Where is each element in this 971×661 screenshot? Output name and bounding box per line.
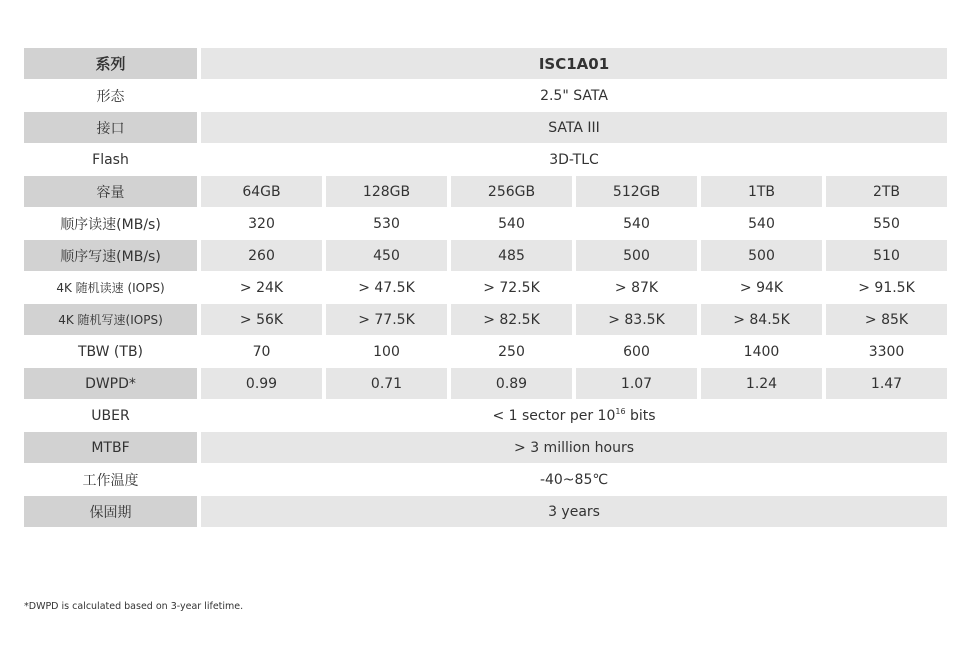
row-label: 形态 (24, 80, 197, 111)
row-flash (24, 144, 947, 175)
table-cell: 128GB (326, 176, 447, 207)
table-cell: > 72.5K (451, 272, 572, 303)
table-cell: 540 (451, 208, 572, 239)
series-value: ISC1A01 (201, 48, 947, 79)
table-cell: 1.24 (701, 368, 822, 399)
row-mtbf (24, 432, 947, 463)
row-label: UBER (24, 400, 197, 431)
table-cell: 100 (326, 336, 447, 367)
table-cell: > 94K (701, 272, 822, 303)
row-label: TBW (TB) (24, 336, 197, 367)
row-tbw (24, 336, 947, 367)
row-label: Flash (24, 144, 197, 175)
row-seq-write (24, 240, 947, 271)
form-value: 2.5" SATA (201, 80, 947, 111)
row-dwpd (24, 368, 947, 399)
table-cell: > 77.5K (326, 304, 447, 335)
row-label: 接口 (24, 112, 197, 143)
row-warranty (24, 496, 947, 527)
interface-value: SATA III (201, 112, 947, 143)
table-cell: 530 (326, 208, 447, 239)
row-label: 容量 (24, 176, 197, 207)
temp-value: -40~85℃ (201, 464, 947, 495)
table-cell: > 82.5K (451, 304, 572, 335)
table-cell: 1400 (701, 336, 822, 367)
table-cell: > 56K (201, 304, 322, 335)
footnote: *DWPD is calculated based on 3-year lifetime. (24, 601, 244, 612)
table-cell: 1.07 (576, 368, 697, 399)
table-cell: > 47.5K (326, 272, 447, 303)
row-label: 4K 随机读速 (IOPS) (24, 272, 197, 303)
row-label: 保固期 (24, 496, 197, 527)
row-label: 系列 (24, 48, 197, 79)
table-cell: 600 (576, 336, 697, 367)
table-cell: 3300 (826, 336, 947, 367)
table-cell: 0.89 (451, 368, 572, 399)
row-uber (24, 400, 947, 431)
table-cell: > 85K (826, 304, 947, 335)
table-cell: 256GB (451, 176, 572, 207)
table-cell: 2TB (826, 176, 947, 207)
row-temp (24, 464, 947, 495)
table-cell: 260 (201, 240, 322, 271)
row-label: 4K 随机写速(IOPS) (24, 304, 197, 335)
table-cell: 512GB (576, 176, 697, 207)
table-cell: 1TB (701, 176, 822, 207)
table-cell: 0.99 (201, 368, 322, 399)
spec-table (24, 47, 947, 528)
row-rand-write (24, 304, 947, 335)
table-cell: 510 (826, 240, 947, 271)
row-form (24, 80, 947, 111)
table-cell: > 24K (201, 272, 322, 303)
row-label: MTBF (24, 432, 197, 463)
table-cell: 500 (576, 240, 697, 271)
row-rand-read (24, 272, 947, 303)
table-cell: 64GB (201, 176, 322, 207)
row-seq-read (24, 208, 947, 239)
table-cell: 1.47 (826, 368, 947, 399)
row-label: 工作温度 (24, 464, 197, 495)
table-cell: 250 (451, 336, 572, 367)
table-cell: 540 (701, 208, 822, 239)
row-label: 顺序写速(MB/s) (24, 240, 197, 271)
table-cell: 450 (326, 240, 447, 271)
row-interface (24, 112, 947, 143)
table-cell: 500 (701, 240, 822, 271)
table-cell: 70 (201, 336, 322, 367)
table-cell: > 91.5K (826, 272, 947, 303)
row-label: 顺序读速(MB/s) (24, 208, 197, 239)
row-series (24, 48, 947, 79)
table-cell: 485 (451, 240, 572, 271)
table-cell: 0.71 (326, 368, 447, 399)
table-cell: 320 (201, 208, 322, 239)
table-cell: 550 (826, 208, 947, 239)
table-cell: > 84.5K (701, 304, 822, 335)
uber-value: < 1 sector per $10^{16}$ bits (201, 400, 947, 431)
table-cell: > 83.5K (576, 304, 697, 335)
warranty-value: 3 years (201, 496, 947, 527)
table-cell: 540 (576, 208, 697, 239)
table-cell: > 87K (576, 272, 697, 303)
row-capacity (24, 176, 947, 207)
mtbf-value: > 3 million hours (201, 432, 947, 463)
row-label: DWPD* (24, 368, 197, 399)
flash-value: 3D-TLC (201, 144, 947, 175)
uber-exponent: 16 (615, 407, 626, 416)
